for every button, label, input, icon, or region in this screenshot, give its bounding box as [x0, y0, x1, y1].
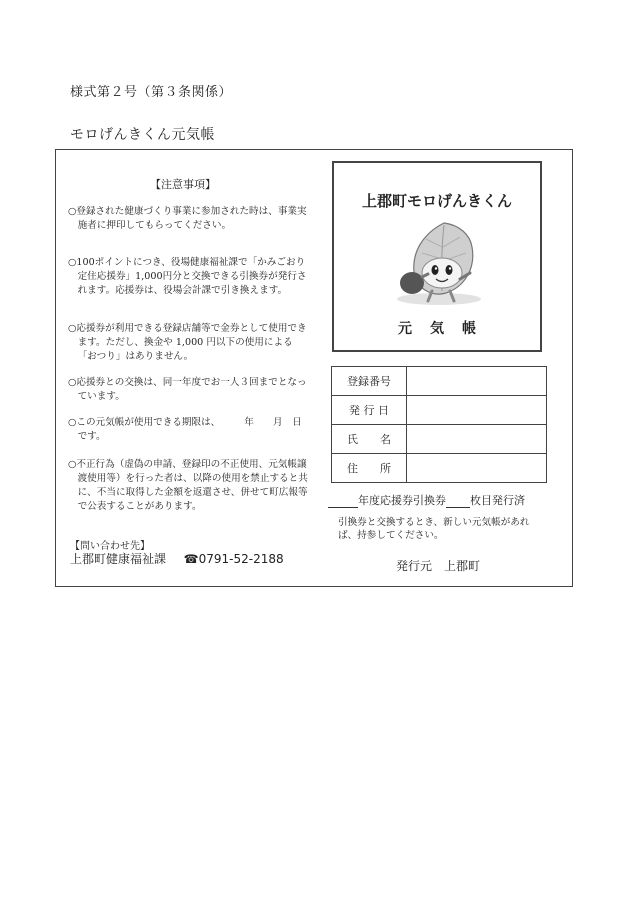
year-blank[interactable] [328, 507, 358, 508]
notice-item: ○応援券が利用できる登録店舗等で金券として使用できます。ただし、換金や 1,000 円以下の使用による「おつり」はありません。 [68, 323, 307, 362]
contact-phone: ☎0791-52-2188 [183, 552, 284, 566]
contact-line [70, 550, 284, 567]
notice-item: ○この元気帳が使用できる期限は、 年 月 日です。 [68, 417, 302, 442]
year-suffix: 年度応援券引換券 [358, 494, 446, 507]
table-row [332, 454, 547, 483]
leaf-mascot-icon [384, 217, 494, 309]
notice-item: ○不正行為（虚偽の申請、登録印の不正使用、元気帳譲渡使用等）を行った者は、以降の使用を禁止すると共に、不当に取得した金額を返還させ、併せて町広報等で公表することがあります。 [68, 459, 308, 512]
notice-heading: 【注意事項】 [150, 178, 216, 191]
reg-value-issue-date[interactable] [407, 396, 547, 425]
issue-status-line [328, 492, 525, 508]
reg-label-issue-date: 発 行 日 [332, 396, 407, 425]
notice-item: ○登録された健康づくり事業に参加された時は、事業実施者に押印してもらってください。 [68, 206, 307, 231]
table-row [332, 425, 547, 454]
contact-department: 上郡町健康福祉課 [70, 552, 167, 566]
cover-booklet-name: 元気帳 [398, 321, 494, 337]
reg-label-address: 住 所 [332, 454, 407, 483]
notice-item: ○100ポイントにつき、役場健康福祉課で「かみごおり定住応援券」1,000円分と交換できる引換券が発行されます。応援券は、役場会計課で引き換えます。 [68, 257, 307, 296]
booklet-cover [332, 161, 542, 352]
form-number: 様式第２号（第３条関係） [70, 85, 233, 100]
reg-value-number[interactable] [407, 367, 547, 396]
issue-note: 引換券と交換するとき、新しい元気帳があれば、持参してください。 [338, 517, 530, 541]
count-suffix: 枚目発行済 [470, 494, 525, 507]
registration-table [331, 366, 547, 483]
reg-value-name[interactable] [407, 425, 547, 454]
contact-heading: 【問い合わせ先】 [70, 541, 150, 552]
document-title: モロげんきくん元気帳 [70, 127, 215, 143]
table-row [332, 367, 547, 396]
notice-item: ○応援券との交換は、同一年度でお一人３回までとなっています。 [68, 377, 307, 402]
count-blank[interactable] [446, 507, 470, 508]
reg-value-address[interactable] [407, 454, 547, 483]
reg-label-name: 氏 名 [332, 425, 407, 454]
cover-title: 上郡町モロげんきくん [361, 192, 512, 210]
publisher: 発行元 上郡町 [396, 559, 481, 573]
table-row [332, 396, 547, 425]
reg-label-number: 登録番号 [332, 367, 407, 396]
